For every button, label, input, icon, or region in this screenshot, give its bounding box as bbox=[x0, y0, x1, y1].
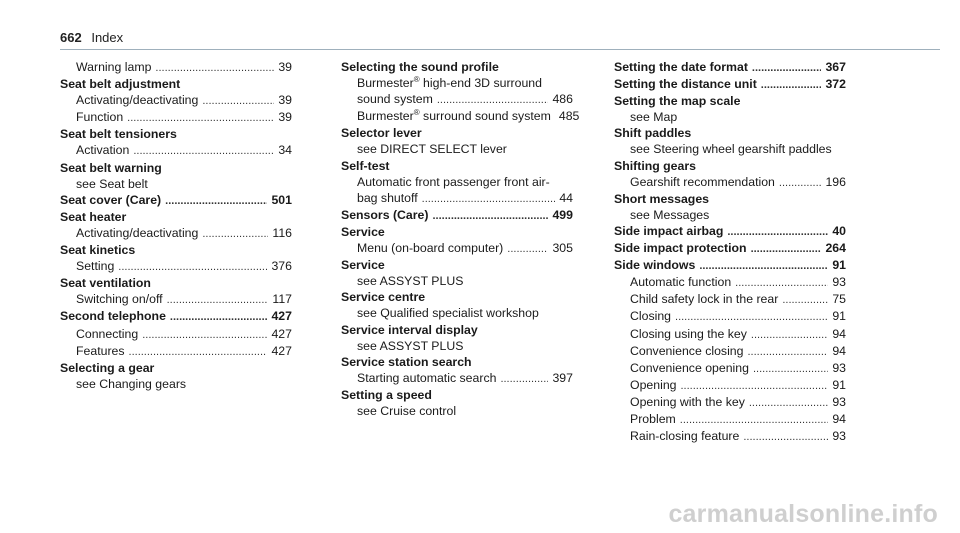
index-subentry bbox=[341, 174, 573, 190]
index-heading bbox=[60, 126, 292, 142]
page-reference: 39 bbox=[278, 110, 292, 125]
entry-text: see DIRECT SELECT lever bbox=[357, 142, 507, 157]
entry-text: see Changing gears bbox=[76, 376, 187, 391]
entry-text: see Qualified specialist workshop bbox=[357, 306, 539, 321]
header-divider bbox=[60, 49, 940, 50]
entry-text: Closing using the key bbox=[630, 326, 747, 341]
index-heading bbox=[614, 257, 846, 274]
leader-dots bbox=[699, 258, 828, 274]
entry-text: see Map bbox=[630, 110, 678, 125]
entry-text: Service interval display bbox=[341, 322, 478, 337]
entry-text: Activating/deactivating bbox=[76, 93, 199, 108]
index-subentry bbox=[341, 141, 573, 157]
page-reference: 372 bbox=[825, 77, 846, 92]
entry-text: Rain-closing feature bbox=[630, 429, 740, 444]
entry-text: Setting bbox=[76, 259, 115, 274]
leader-dots bbox=[202, 93, 274, 109]
entry-text: Seat ventilation bbox=[60, 276, 151, 291]
registered-mark: ® bbox=[413, 108, 420, 118]
page-reference: 93 bbox=[832, 429, 846, 444]
leader-dots bbox=[133, 143, 274, 159]
entry-text: see Messages bbox=[630, 207, 710, 222]
leader-dots bbox=[142, 327, 267, 343]
entry-text: Sensors (Care) bbox=[341, 207, 429, 222]
leader-dots bbox=[170, 309, 268, 325]
leader-dots bbox=[167, 292, 269, 308]
entry-text: see Steering wheel gearshift paddles bbox=[630, 142, 832, 157]
entry-text: Self-test bbox=[341, 158, 390, 173]
entry-text: Burmester® surround sound system bbox=[357, 108, 551, 124]
entry-text: Child safety lock in the rear bbox=[630, 292, 779, 307]
index-heading bbox=[614, 240, 846, 257]
index-subentry bbox=[60, 291, 292, 308]
index-subentry bbox=[60, 258, 292, 275]
page-reference: 116 bbox=[272, 225, 292, 240]
page-reference: 486 bbox=[552, 92, 573, 107]
index-heading bbox=[341, 125, 573, 141]
index-heading bbox=[60, 308, 292, 325]
index-heading bbox=[614, 158, 846, 174]
entry-text: see Seat belt bbox=[76, 176, 148, 191]
index-subentry bbox=[614, 109, 846, 125]
index-subentry bbox=[60, 225, 292, 242]
leader-dots bbox=[735, 275, 828, 291]
index-subentry bbox=[341, 240, 573, 257]
entry-text: Selecting a gear bbox=[60, 360, 155, 375]
leader-dots bbox=[129, 344, 268, 360]
index-heading bbox=[614, 223, 846, 240]
index-heading bbox=[60, 209, 292, 225]
index-subentry bbox=[341, 305, 573, 321]
entry-text: Service centre bbox=[341, 290, 426, 305]
index-heading bbox=[341, 224, 573, 240]
entry-text: Warning lamp bbox=[76, 60, 152, 74]
index-subentry bbox=[614, 308, 846, 325]
entry-text: see ASSYST PLUS bbox=[357, 338, 464, 353]
entry-text: Burmester® high-end 3D surround bbox=[357, 75, 542, 91]
entry-text: Gearshift recommendation bbox=[630, 174, 775, 189]
watermark: carmanualsonline.info bbox=[668, 500, 938, 528]
entry-text: Short messages bbox=[614, 191, 710, 206]
index-subentry bbox=[60, 326, 292, 343]
index-heading bbox=[60, 76, 292, 92]
leader-dots bbox=[753, 361, 828, 377]
index-subentry bbox=[614, 207, 846, 223]
leader-dots bbox=[118, 259, 267, 275]
leader-dots bbox=[507, 241, 548, 257]
index-subentry bbox=[341, 370, 573, 387]
page-reference: 91 bbox=[832, 258, 846, 273]
page-reference: 44 bbox=[559, 190, 573, 205]
index-heading bbox=[341, 322, 573, 338]
entry-text: Service station search bbox=[341, 354, 472, 369]
entry-text: Automatic function bbox=[630, 275, 732, 290]
page-reference: 93 bbox=[832, 275, 846, 290]
page-reference: 397 bbox=[552, 370, 573, 385]
index-subentry bbox=[614, 343, 846, 360]
entry-text: Seat kinetics bbox=[60, 243, 136, 258]
entry-text: Shifting gears bbox=[614, 158, 696, 173]
entry-text: Function bbox=[76, 110, 124, 125]
page-reference: 75 bbox=[832, 292, 846, 307]
entry-text: Seat cover (Care) bbox=[60, 192, 162, 207]
index-subentry bbox=[341, 273, 573, 289]
index-subentry bbox=[60, 109, 292, 126]
index-heading bbox=[341, 207, 573, 224]
entry-text: Side impact airbag bbox=[614, 223, 724, 238]
page-reference: 39 bbox=[278, 60, 292, 74]
page-reference: 91 bbox=[832, 377, 846, 392]
index-heading bbox=[614, 59, 846, 76]
leader-dots bbox=[752, 60, 822, 76]
index-subentry bbox=[614, 428, 846, 445]
entry-text: Starting automatic search bbox=[357, 370, 497, 385]
leader-dots bbox=[727, 224, 828, 240]
entry-text: Setting the date format bbox=[614, 60, 748, 74]
index-subentry bbox=[341, 108, 580, 125]
index-subentry bbox=[614, 274, 846, 291]
index-heading bbox=[341, 59, 573, 75]
page-reference: 427 bbox=[271, 309, 292, 324]
index-subentry bbox=[60, 376, 292, 392]
leader-dots bbox=[437, 92, 549, 108]
page-reference: 427 bbox=[271, 343, 292, 358]
entry-text: Selecting the sound profile bbox=[341, 60, 499, 74]
index-subentry bbox=[60, 92, 292, 109]
entry-text: Features bbox=[76, 343, 125, 358]
leader-dots bbox=[681, 378, 829, 394]
entry-text: Second telephone bbox=[60, 309, 166, 324]
index-heading bbox=[60, 360, 292, 376]
index-subentry bbox=[341, 91, 573, 108]
page-header bbox=[60, 30, 123, 45]
index-heading bbox=[60, 275, 292, 291]
index-heading bbox=[614, 191, 846, 207]
page-reference: 91 bbox=[832, 309, 846, 324]
index-subentry bbox=[614, 141, 846, 157]
entry-text: Service bbox=[341, 258, 385, 273]
index-heading bbox=[614, 125, 846, 141]
entry-text: Side windows bbox=[614, 258, 696, 273]
leader-dots bbox=[751, 241, 822, 257]
entry-text: Seat belt warning bbox=[60, 160, 162, 175]
entry-text: Activation bbox=[76, 143, 130, 158]
leader-dots bbox=[747, 344, 828, 360]
leader-dots bbox=[500, 371, 548, 387]
entry-text: Seat belt tensioners bbox=[60, 127, 177, 142]
page-reference: 196 bbox=[825, 174, 846, 189]
leader-dots bbox=[782, 292, 828, 308]
entry-text: Seat belt adjustment bbox=[60, 77, 181, 92]
index-heading bbox=[60, 242, 292, 258]
leader-dots bbox=[761, 77, 822, 93]
index-heading bbox=[341, 387, 573, 403]
page-reference: 94 bbox=[832, 343, 846, 358]
entry-text: Seat heater bbox=[60, 209, 127, 224]
leader-dots bbox=[743, 429, 828, 445]
index-subentry bbox=[60, 176, 292, 192]
index-subentry bbox=[60, 343, 292, 360]
leader-dots bbox=[202, 226, 268, 242]
index-heading bbox=[341, 257, 573, 273]
entry-text: Automatic front passenger front air- bbox=[357, 174, 550, 189]
entry-text: Convenience opening bbox=[630, 360, 749, 375]
entry-text: Closing bbox=[630, 309, 672, 324]
index-subentry bbox=[614, 291, 846, 308]
index-subentry bbox=[614, 411, 846, 428]
index-heading bbox=[60, 160, 292, 176]
index-subentry bbox=[60, 59, 292, 76]
page-reference: 94 bbox=[832, 411, 846, 426]
index-column-3 bbox=[614, 59, 846, 445]
index-subentry bbox=[614, 174, 846, 191]
entry-text: Activating/deactivating bbox=[76, 225, 199, 240]
page-reference: 499 bbox=[552, 207, 573, 222]
entry-text: Menu (on-board computer) bbox=[357, 241, 504, 256]
index-heading bbox=[341, 289, 573, 305]
page-reference: 305 bbox=[552, 241, 573, 256]
entry-text: Side impact protection bbox=[614, 241, 747, 256]
index-heading bbox=[60, 192, 292, 209]
leader-dots bbox=[680, 412, 829, 428]
page-number: 662 bbox=[60, 30, 82, 45]
leader-dots bbox=[165, 193, 267, 209]
page-reference: 367 bbox=[825, 60, 846, 74]
page-reference: 376 bbox=[271, 259, 292, 274]
leader-dots bbox=[675, 309, 828, 325]
entry-text: Service bbox=[341, 224, 385, 239]
page-reference: 501 bbox=[271, 192, 292, 207]
page-reference: 94 bbox=[832, 326, 846, 341]
entry-text: Setting the distance unit bbox=[614, 77, 757, 92]
index-subentry bbox=[614, 326, 846, 343]
entry-text: Switching on/off bbox=[76, 292, 163, 307]
index-subentry bbox=[341, 75, 573, 91]
index-column-2 bbox=[341, 59, 580, 419]
page-reference: 427 bbox=[271, 326, 292, 341]
page-reference: 39 bbox=[278, 93, 292, 108]
header-title: Index bbox=[91, 30, 124, 45]
entry-text: bag shutoff bbox=[357, 190, 418, 205]
index-subentry bbox=[341, 338, 573, 354]
entry-text: Opening with the key bbox=[630, 394, 745, 409]
leader-dots bbox=[749, 395, 828, 411]
index-subentry bbox=[614, 394, 846, 411]
entry-text: Problem bbox=[630, 411, 676, 426]
entry-text: Setting the map scale bbox=[614, 94, 741, 109]
page-reference: 34 bbox=[278, 143, 292, 158]
page-reference: 93 bbox=[832, 394, 846, 409]
index-column-1 bbox=[60, 59, 292, 392]
index-subentry bbox=[341, 190, 573, 207]
page-reference: 117 bbox=[272, 292, 292, 307]
page-reference: 40 bbox=[832, 223, 846, 238]
index-heading bbox=[341, 158, 573, 174]
registered-mark: ® bbox=[413, 75, 420, 84]
index-subentry bbox=[614, 377, 846, 394]
entry-text: Shift paddles bbox=[614, 126, 692, 141]
entry-text: Selector lever bbox=[341, 126, 422, 141]
index-heading bbox=[614, 93, 846, 109]
leader-dots bbox=[751, 327, 828, 343]
leader-dots bbox=[432, 208, 548, 224]
page-reference: 93 bbox=[832, 360, 846, 375]
index-heading bbox=[614, 76, 846, 93]
entry-text: Opening bbox=[630, 377, 677, 392]
page-reference: 485 bbox=[558, 109, 580, 124]
leader-dots bbox=[422, 191, 556, 207]
index-subentry bbox=[614, 360, 846, 377]
entry-text: Setting a speed bbox=[341, 387, 432, 402]
index-heading bbox=[341, 354, 573, 370]
index-subentry bbox=[341, 403, 573, 419]
entry-text: see Cruise control bbox=[357, 403, 457, 418]
page-reference: 264 bbox=[825, 241, 846, 256]
leader-dots bbox=[155, 60, 274, 76]
entry-text: Convenience closing bbox=[630, 343, 744, 358]
entry-text: Connecting bbox=[76, 326, 139, 341]
leader-dots bbox=[779, 175, 822, 191]
entry-text: see ASSYST PLUS bbox=[357, 274, 464, 289]
index-subentry bbox=[60, 142, 292, 159]
entry-text: sound system bbox=[357, 92, 433, 107]
leader-dots bbox=[127, 110, 274, 126]
